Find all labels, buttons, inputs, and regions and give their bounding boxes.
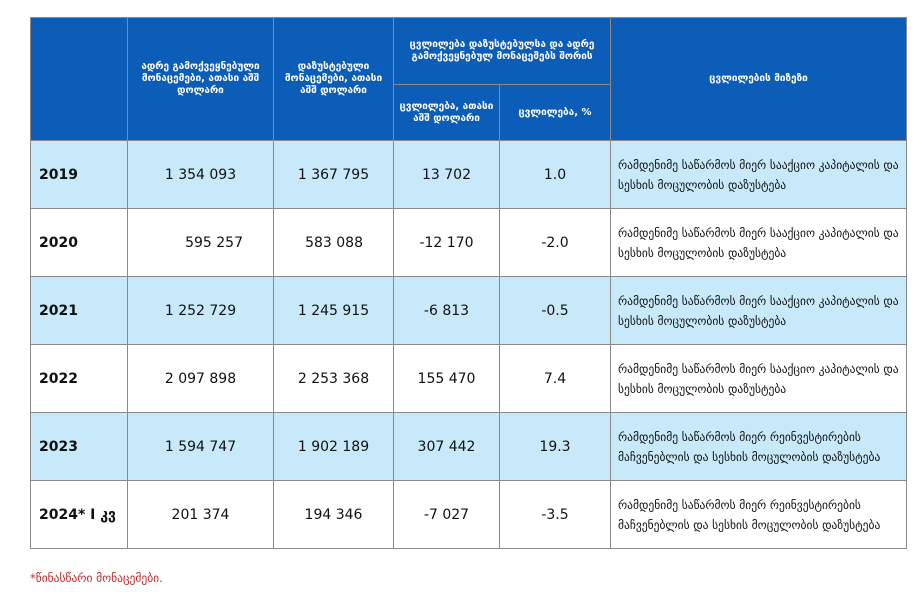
header-year bbox=[31, 18, 128, 141]
row-revised: 1 902 189 bbox=[274, 413, 394, 481]
row-preliminary: 595 257 bbox=[128, 209, 274, 277]
row-preliminary: 2 097 898 bbox=[128, 345, 274, 413]
row-reason: რამდენიმე საწარმოს მიერ სააქციო კაპიტალის და სესხის მოცულობის დაზუსტება bbox=[611, 345, 907, 413]
row-revised: 194 346 bbox=[274, 481, 394, 549]
row-change-abs: -7 027 bbox=[394, 481, 500, 549]
header-revised: დაზუსტებული მონაცემები, ათასი აშშ დოლარი bbox=[274, 18, 394, 141]
row-revised: 2 253 368 bbox=[274, 345, 394, 413]
header-reason: ცვლილების მიზეზი bbox=[611, 18, 907, 141]
row-change-pct: -2.0 bbox=[500, 209, 611, 277]
header-change-abs: ცვლილება, ათასი აშშ დოლარი bbox=[394, 85, 500, 141]
footnote: *წინასწარი მონაცემები. bbox=[30, 571, 163, 585]
row-reason: რამდენიმე საწარმოს მიერ რეინვესტირების მაჩვენებლის და სესხის მოცულობის დაზუსტება bbox=[611, 481, 907, 549]
row-change-pct: -3.5 bbox=[500, 481, 611, 549]
row-reason: რამდენიმე საწარმოს მიერ რეინვესტირების მაჩვენებლის და სესხის მოცულობის დაზუსტება bbox=[611, 413, 907, 481]
row-preliminary: 1 354 093 bbox=[128, 141, 274, 209]
row-year: 2019 bbox=[31, 141, 128, 209]
row-preliminary: 1 594 747 bbox=[128, 413, 274, 481]
header-preliminary: ადრე გამოქვეყნებული მონაცემები, ათასი აშშ დოლარი bbox=[128, 18, 274, 141]
row-revised: 583 088 bbox=[274, 209, 394, 277]
row-change-abs: 13 702 bbox=[394, 141, 500, 209]
header-change-pct: ცვლილება, % bbox=[500, 85, 611, 141]
row-change-pct: 1.0 bbox=[500, 141, 611, 209]
row-change-abs: 155 470 bbox=[394, 345, 500, 413]
row-change-pct: -0.5 bbox=[500, 277, 611, 345]
row-revised: 1 245 915 bbox=[274, 277, 394, 345]
row-revised: 1 367 795 bbox=[274, 141, 394, 209]
row-reason: რამდენიმე საწარმოს მიერ სააქციო კაპიტალის და სესხის მოცულობის დაზუსტება bbox=[611, 141, 907, 209]
table-row bbox=[31, 209, 907, 277]
table-row bbox=[31, 141, 907, 209]
header-change-group: ცვლილება დაზუსტებულსა და ადრე გამოქვეყნებულ მონაცემებს შორის bbox=[394, 18, 611, 85]
row-preliminary: 201 374 bbox=[128, 481, 274, 549]
row-change-pct: 7.4 bbox=[500, 345, 611, 413]
row-change-abs: 307 442 bbox=[394, 413, 500, 481]
row-year: 2022 bbox=[31, 345, 128, 413]
row-year: 2021 bbox=[31, 277, 128, 345]
table-row bbox=[31, 277, 907, 345]
row-reason: რამდენიმე საწარმოს მიერ სააქციო კაპიტალის და სესხის მოცულობის დაზუსტება bbox=[611, 209, 907, 277]
row-year: 2023 bbox=[31, 413, 128, 481]
table-row bbox=[31, 413, 907, 481]
table-row bbox=[31, 481, 907, 549]
row-reason: რამდენიმე საწარმოს მიერ სააქციო კაპიტალის და სესხის მოცულობის დაზუსტება bbox=[611, 277, 907, 345]
revisions-table bbox=[30, 17, 907, 549]
row-change-abs: -12 170 bbox=[394, 209, 500, 277]
table-row bbox=[31, 345, 907, 413]
row-preliminary: 1 252 729 bbox=[128, 277, 274, 345]
row-change-abs: -6 813 bbox=[394, 277, 500, 345]
row-year: 2024* I კვ bbox=[31, 481, 128, 549]
row-year: 2020 bbox=[31, 209, 128, 277]
row-change-pct: 19.3 bbox=[500, 413, 611, 481]
